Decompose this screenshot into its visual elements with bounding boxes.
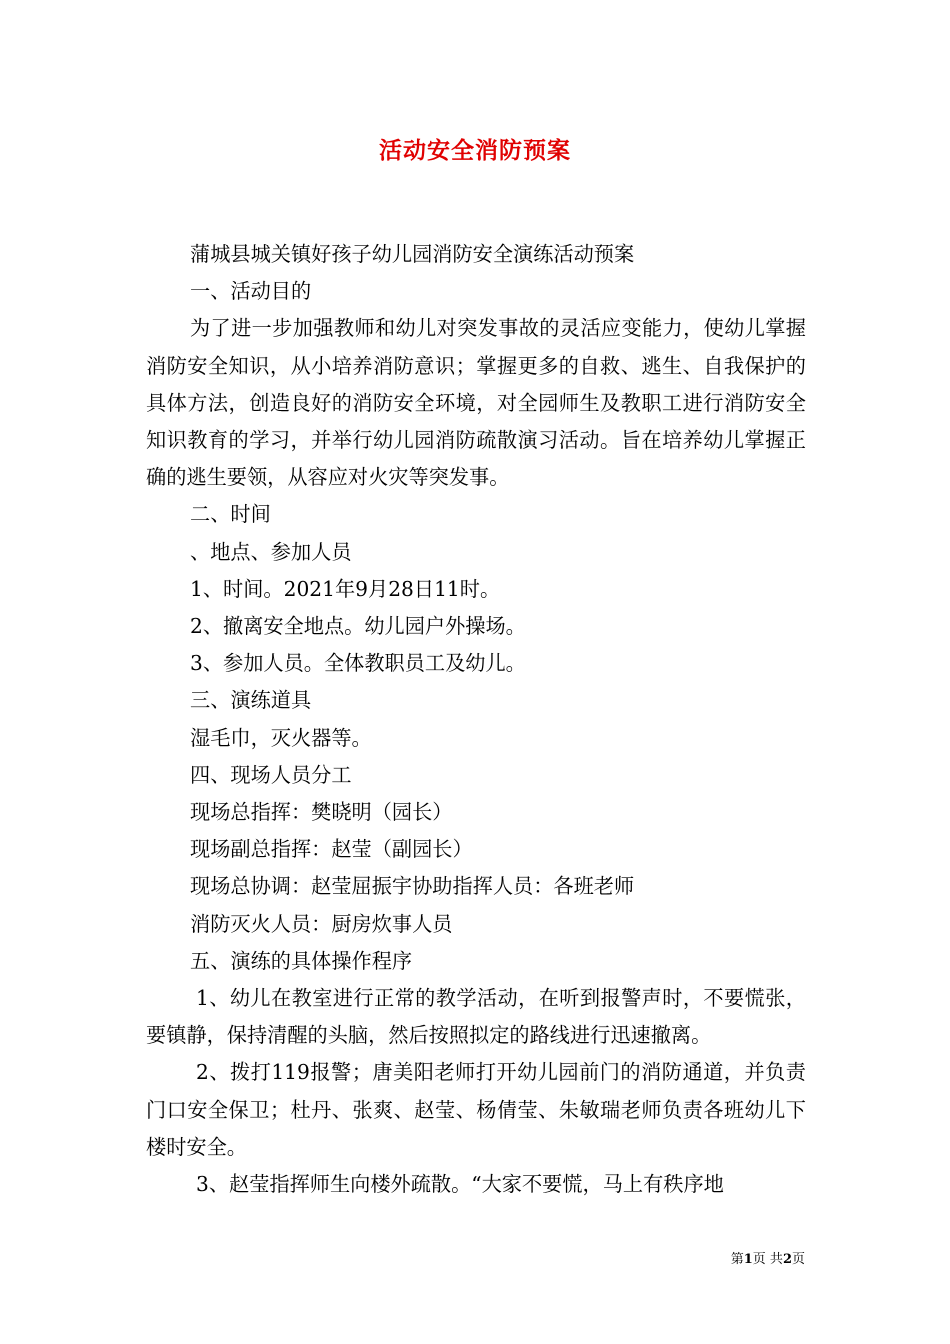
item-time: 1、时间。2021年9月28日11时。 — [190, 576, 501, 601]
heading-props: 三、演练道具 — [190, 688, 312, 713]
heading-procedure: 五、演练的具体操作程序 — [190, 948, 413, 973]
item-place: 2、撤离安全地点。幼儿园户外操场。 — [190, 614, 526, 639]
item-coordinator: 现场总协调：赵莹屈振宇协助指挥人员：各班老师 — [190, 874, 635, 899]
item-commander: 现场总指挥：樊晓明（园长） — [190, 800, 453, 825]
heading-roles: 四、现场人员分工 — [190, 762, 352, 787]
document-title: 活动安全消防预案 — [379, 137, 571, 164]
page-footer — [731, 1248, 805, 1267]
procedure-step-2: 2、拨打119报警；唐美阳老师打开幼儿园前门的消防通道，并负责门口安全保卫；杜丹、张爽、赵莹、杨倩莹、朱敏瑞老师负责各班幼儿下楼时安全。 — [146, 1060, 806, 1159]
footer-middle: 页 共 — [752, 1252, 783, 1267]
heading-purpose: 一、活动目的 — [190, 279, 312, 304]
item-deputy-commander: 现场副总指挥：赵莹（副园长） — [190, 837, 473, 862]
paragraph-purpose: 为了进一步加强教师和幼儿对突发事故的灵活应变能力，使幼儿掌握消防安全知识，从小培养消防意识；掌握更多的自救、逃生、自我保护的具体方法，创造良好的消防安全环境，对全园师生及教职工进行消防安全知识教育的学习，并举行幼儿园消防疏散演习活动。旨在培养幼儿掌握正确的逃生要领，从容应对火灾等突发事。 — [146, 316, 806, 490]
procedure-step-3: 3、赵莹指挥师生向楼外疏散。“大家不要慌，马上有秩序地 — [196, 1172, 724, 1197]
item-people: 3、参加人员。全体教职员工及幼儿。 — [190, 651, 526, 676]
document-body — [146, 236, 806, 1203]
heading-place-people: 、地点、参加人员 — [190, 539, 352, 564]
footer-total-pages: 2 — [782, 1252, 792, 1267]
heading-time: 二、时间 — [190, 502, 271, 527]
footer-prefix: 第 — [730, 1252, 744, 1267]
item-firefighters: 消防灭火人员：厨房炊事人员 — [190, 911, 453, 936]
footer-current-page: 1 — [743, 1252, 753, 1267]
procedure-step-1: 1、幼儿在教室进行正常的教学活动，在听到报警声时，不要慌张，要镇静，保持清醒的头脑，然后按照拟定的路线进行迅速撤离。 — [146, 986, 806, 1048]
item-props: 湿毛巾，灭火器等。 — [190, 725, 372, 750]
footer-suffix: 页 — [791, 1252, 805, 1267]
paragraph-subtitle: 蒲城县城关镇好孩子幼儿园消防安全演练活动预案 — [190, 242, 635, 266]
